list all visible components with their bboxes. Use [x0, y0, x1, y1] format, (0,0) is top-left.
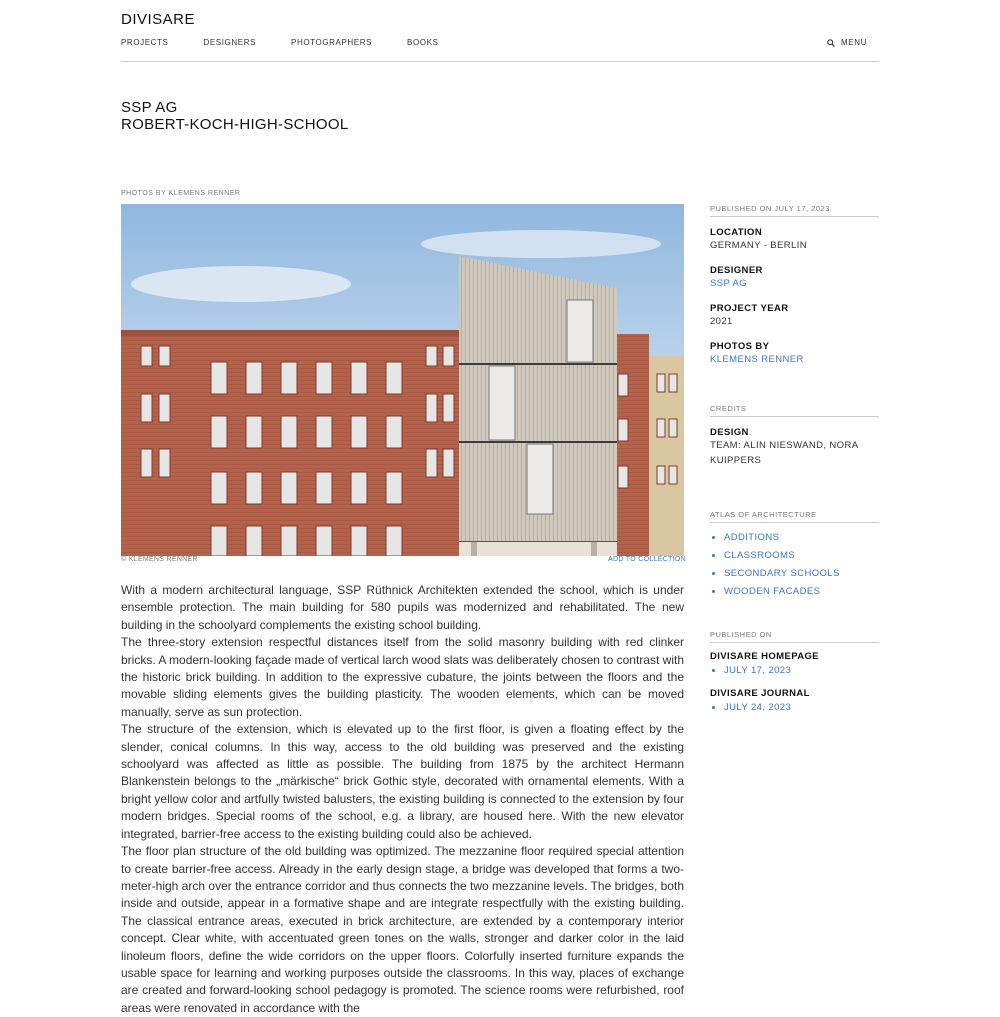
- atlas-item-classrooms[interactable]: • CLASSROOMS: [724, 547, 879, 565]
- location-label: LOCATION: [710, 227, 763, 238]
- header-divider: [121, 61, 879, 62]
- sidebar-published: [710, 630, 879, 717]
- nav-designers[interactable]: DESIGNERS: [203, 38, 257, 47]
- atlas-item-secondary-schools[interactable]: • SECONDARY SCHOOLS: [724, 565, 879, 583]
- atlas-item-additions[interactable]: • ADDITIONS: [724, 529, 879, 547]
- homepage-date[interactable]: • JULY 17, 2023: [724, 662, 879, 680]
- homepage-label: DIVISARE HOMEPAGE: [710, 651, 820, 662]
- search-icon[interactable]: [827, 39, 835, 47]
- site-logo[interactable]: DIVISARE: [121, 11, 196, 28]
- atlas-heading: ATLAS OF ARCHITECTURE: [710, 510, 879, 523]
- location-value: GERMANY - BERLIN: [710, 240, 808, 251]
- paragraph-2: The three-story extension respectful distances itself from the solid masonry building with red clinker bricks. A modern-looking façade made of vertical larch wood slats was deliberately chosen to contrast with the historic brick building. In addition to the expressive cubature, the joints between the floors and the movable sliding elements gives the building plasticity. The wooden elements, which can be moved manually, serve as sun protection.: [121, 635, 684, 719]
- published-heading: PUBLISHED ON: [710, 630, 879, 643]
- photographer-link[interactable]: KLEMENS RENNER: [710, 354, 804, 365]
- photo-caption: © KLEMENS RENNER: [121, 556, 198, 563]
- project-year-label: PROJECT YEAR: [710, 303, 789, 314]
- photos-by-line: PHOTOS BY KLEMENS RENNER: [121, 190, 241, 197]
- nav-projects[interactable]: PROJECTS: [121, 38, 169, 47]
- homepage-list: [710, 662, 879, 680]
- photos-by-label: PHOTOS BY: [710, 341, 770, 352]
- menu-button[interactable]: [827, 38, 867, 47]
- journal-list: [710, 699, 879, 717]
- page-title: [121, 99, 348, 133]
- article-body: [121, 582, 684, 1017]
- credits-heading: CREDITS: [710, 404, 879, 417]
- designer-label: DESIGNER: [710, 265, 763, 276]
- main-nav: [121, 38, 473, 47]
- designer-link[interactable]: SSP AG: [710, 278, 748, 289]
- nav-books[interactable]: BOOKS: [407, 38, 439, 47]
- journal-date[interactable]: • JULY 24, 2023: [724, 699, 879, 717]
- sidebar-atlas: [710, 510, 879, 601]
- atlas-list: [710, 529, 879, 601]
- title-designer[interactable]: SSP AG: [121, 99, 178, 116]
- design-team: TEAM: ALIN NIESWAND, NORA KUIPPERS: [710, 440, 858, 466]
- published-on-line: PUBLISHED ON JULY 17, 2023: [710, 204, 879, 217]
- title-project: ROBERT-KOCH-HIGH-SCHOOL: [121, 116, 349, 133]
- paragraph-1: With a modern architectural language, SSP Rüthnick Architekten extended the school, which is under ensemble protection. The main building for 580 pupils was modernized and rehabilitated. The new building in the schoolyard complements the existing school building.: [121, 583, 684, 632]
- menu-label: MENU: [841, 38, 867, 47]
- sidebar-meta: [710, 204, 879, 367]
- project-year-value: 2021: [710, 316, 733, 327]
- journal-label: DIVISARE JOURNAL: [710, 688, 810, 699]
- project-photo[interactable]: [121, 204, 684, 556]
- add-to-collection-link[interactable]: ADD TO COLLECTION: [608, 556, 686, 563]
- nav-photographers[interactable]: PHOTOGRAPHERS: [291, 38, 373, 47]
- paragraph-3: The structure of the extension, which is elevated up to the first floor, is given a floating effect by the slender, conical columns. In this way, access to the old building was preserved and the existing schoolyard was affected as little as possible. The building from 1875 by the architect Hermann Blankenstein belongs to the „märkische“ brick Gothic style, decorated with ornamental elements. With a bright yellow color and artfully twisted balusters, the existing building is connected to the extension by four modern bridges. Special rooms of the school, e.g. a library, are housed here. With the new elevator integrated, barrier-free access to the existing building could also be achieved.: [121, 722, 684, 841]
- paragraph-4: The floor plan structure of the old building was optimized. The mezzanine floor required special attention to create barrier-free access. Already in the early design stage, a bridge was developed that forms a two-meter-high arch over the entrance corridor and thus connects the two mezzanine levels. The bridges, both inside and outside, appear in a formative shape and are integrate respectfully with the existing building. The classical entrance areas, executed in brick architecture, are extended by a contemporary interior concept. Clear white, with accentuated green tones on the walls, stronger and darker color in the laid linoleum floors, define the wide corridors on the upper floors. Colorfully inserted furniture expands the usable space for learning and working purposes outside the classrooms. In this way, places of exchange are created and forward-looking school pedagogy is promoted. The science rooms were refurbished, roof areas were renovated in accordance with the: [121, 844, 684, 1015]
- sidebar-credits: [710, 404, 879, 468]
- design-label: DESIGN: [710, 427, 749, 438]
- atlas-item-wooden-facades[interactable]: • WOODEN FACADES: [724, 583, 879, 601]
